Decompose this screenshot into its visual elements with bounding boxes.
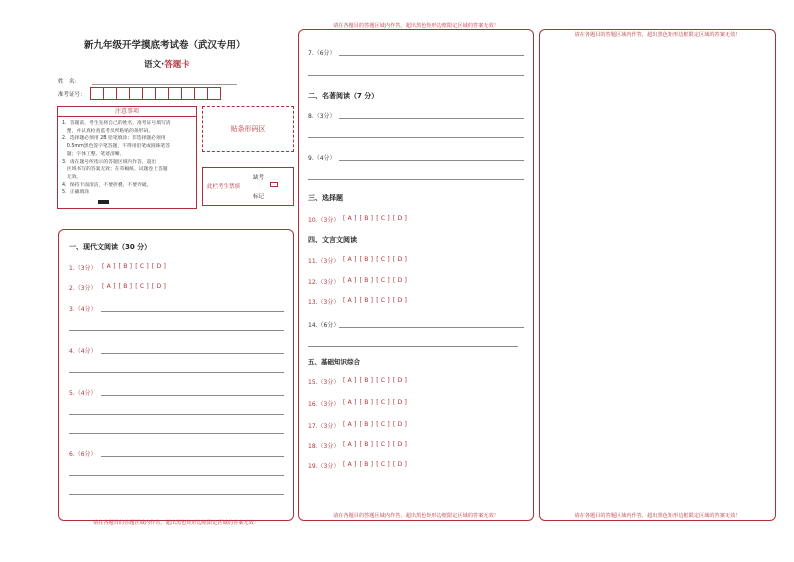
option-c[interactable]: [ C ] — [376, 277, 390, 284]
exam-title: 新九年级开学摸底考试卷（武汉专用） — [84, 40, 246, 51]
card-name: 答题卡 — [164, 60, 190, 70]
notice-list — [58, 117, 196, 200]
answer-line[interactable] — [101, 456, 284, 457]
answer-line[interactable] — [69, 433, 284, 434]
answer-line[interactable] — [101, 311, 284, 312]
q1-options[interactable] — [102, 263, 169, 270]
id-digit-box[interactable] — [142, 87, 156, 100]
option-b[interactable]: [ B ] — [359, 461, 374, 468]
subject-dot: · — [161, 60, 165, 70]
option-c[interactable]: [ C ] — [376, 297, 390, 304]
option-d[interactable]: [ D ] — [392, 461, 408, 468]
absent-left-label: 此栏考生禁填 — [207, 184, 241, 190]
notice-item: 1．答题前，考生先将自己的姓名，准考证号填写清 — [62, 121, 171, 126]
name-label: 姓 名： — [58, 79, 81, 85]
option-c[interactable]: [ C ] — [376, 441, 390, 448]
q10-options[interactable] — [343, 215, 410, 222]
q2-label: 2.（3分） — [69, 285, 97, 292]
option-b[interactable]: [ B ] — [359, 377, 374, 384]
notice-item: 无效。 — [62, 174, 82, 180]
section-2-title: 二、名著阅读（7 分） — [308, 92, 379, 100]
answer-line[interactable] — [308, 179, 524, 180]
option-c[interactable]: [ C ] — [376, 377, 390, 384]
notice-item: 5．正确填涂 — [62, 190, 90, 196]
option-d[interactable]: [ D ] — [392, 256, 408, 263]
option-b[interactable]: [ B ] — [359, 421, 374, 428]
q18-label: 18.（3分） — [308, 443, 340, 450]
absent-box — [202, 167, 294, 206]
option-b[interactable]: [ B ] — [359, 256, 374, 263]
option-a[interactable]: [ A ] — [343, 277, 357, 284]
notice-item: 楚，并认真检查监考员所粘贴的条形码。 — [62, 128, 154, 134]
option-b[interactable]: [ B ] — [359, 277, 374, 284]
warning-text-2-top: 请在各题目的答题区域内作答，超出黑色矩形边框限定区域的答案无效！ — [332, 23, 499, 29]
id-digit-box[interactable] — [181, 87, 195, 100]
option-a[interactable]: [ A ] — [343, 256, 357, 263]
warning-text-3-top: 请在各题目的答题区域内作答，超出黑色矩形边框限定区域的答案无效！ — [574, 32, 741, 38]
option-d[interactable]: [ D ] — [392, 399, 408, 406]
option-a[interactable]: [ A ] — [343, 421, 357, 428]
q19-options[interactable] — [343, 461, 410, 468]
q9-label: 9.（4分） — [308, 155, 336, 162]
q14-label: 14.（6分） — [308, 322, 340, 329]
q7-label: 7.（6分） — [308, 50, 336, 57]
id-digit-box[interactable] — [194, 87, 208, 100]
option-a[interactable]: [ A ] — [343, 215, 357, 222]
option-d[interactable]: [ D ] — [392, 421, 408, 428]
answer-panel-3[interactable] — [539, 29, 776, 521]
option-b[interactable]: [ B ] — [359, 297, 374, 304]
answer-panel-2 — [298, 29, 534, 521]
q3-label: 3.（4分） — [69, 306, 97, 313]
warning-text-1: 请在各题目的答题区域内作答，超出黑色矩形边框限定区域的答案无效！ — [92, 520, 259, 526]
option-d[interactable]: [ D ] — [392, 297, 408, 304]
section-4-title: 四、文言文阅读 — [308, 236, 357, 244]
subject-line — [144, 58, 190, 70]
answer-line[interactable] — [69, 494, 284, 495]
absent-bottom-label: 标记 — [253, 194, 265, 200]
warning-text-2-bottom: 请在各题目的答题区域内作答，超出黑色矩形边框限定区域的答案无效！ — [332, 513, 499, 519]
option-d[interactable]: [ D ] — [151, 263, 167, 270]
q12-label: 12.（3分） — [308, 279, 340, 286]
option-c[interactable]: [ C ] — [135, 263, 149, 270]
answer-line[interactable] — [308, 75, 524, 76]
option-d[interactable]: [ D ] — [392, 215, 408, 222]
id-number-boxes[interactable] — [90, 87, 220, 100]
answer-line[interactable] — [69, 414, 284, 415]
answer-panel-1 — [58, 229, 294, 521]
barcode-label: 贴条形码区 — [230, 125, 266, 133]
answer-line[interactable] — [308, 137, 524, 138]
answer-line[interactable] — [339, 55, 524, 56]
option-d[interactable]: [ D ] — [151, 283, 167, 290]
option-a[interactable]: [ A ] — [102, 283, 116, 290]
notice-item: 2．选择题必须用 2B 铅笔填涂；非选择题必须用 — [62, 136, 166, 142]
answer-line[interactable] — [101, 353, 284, 354]
q6-label: 6.（6分） — [69, 451, 97, 458]
q16-label: 16.（3分） — [308, 401, 340, 408]
q13-options[interactable] — [343, 297, 410, 304]
q18-options[interactable] — [343, 441, 410, 448]
section-1-title: 一、现代文阅读（30 分） — [69, 243, 152, 251]
option-b[interactable]: [ B ] — [359, 441, 374, 448]
q13-label: 13.（3分） — [308, 299, 340, 306]
q17-options[interactable] — [343, 421, 410, 428]
answer-line[interactable] — [308, 346, 518, 347]
id-digit-box[interactable] — [207, 87, 221, 100]
q16-options[interactable] — [343, 399, 410, 406]
option-b[interactable]: [ B ] — [118, 263, 133, 270]
option-c[interactable]: [ C ] — [376, 461, 390, 468]
notice-item: 题；字体工整、笔迹清晰。 — [62, 151, 125, 157]
section-3-title: 三、选择题 — [308, 194, 343, 202]
answer-line[interactable] — [101, 395, 284, 396]
notice-item: 4．保持卡面清洁，不要折叠、不要弄破。 — [62, 182, 152, 188]
option-a[interactable]: [ A ] — [343, 399, 357, 406]
option-b[interactable]: [ B ] — [118, 283, 133, 290]
notice-box — [57, 106, 197, 209]
option-a[interactable]: [ A ] — [102, 263, 116, 270]
q12-options[interactable] — [343, 277, 410, 284]
name-underline — [92, 84, 237, 85]
q11-label: 11.（3分） — [308, 258, 340, 265]
option-a[interactable]: [ A ] — [343, 441, 357, 448]
q10-label: 10.（3分） — [308, 217, 340, 224]
q5-label: 5.（4分） — [69, 390, 97, 397]
q17-label: 17.（3分） — [308, 423, 340, 430]
option-c[interactable]: [ C ] — [376, 215, 390, 222]
id-label: 准考证号： — [58, 92, 86, 98]
id-digit-box[interactable] — [168, 87, 182, 100]
id-digit-box[interactable] — [155, 87, 169, 100]
option-a[interactable]: [ A ] — [343, 297, 357, 304]
option-a[interactable]: [ A ] — [343, 461, 357, 468]
option-c[interactable]: [ C ] — [376, 256, 390, 263]
q15-options[interactable] — [343, 377, 410, 384]
id-digit-box[interactable] — [116, 87, 130, 100]
option-c[interactable]: [ C ] — [376, 421, 390, 428]
answer-line[interactable] — [339, 327, 524, 328]
option-c[interactable]: [ C ] — [135, 283, 149, 290]
q11-options[interactable] — [343, 256, 410, 263]
barcode-area — [202, 106, 294, 152]
option-d[interactable]: [ D ] — [392, 441, 408, 448]
q8-label: 8.（3分） — [308, 113, 336, 120]
notice-item: 区域书写的答案无效；在草稿纸、试题卷上答题 — [62, 167, 168, 173]
q1-label: 1.（3分） — [69, 265, 97, 272]
answer-line[interactable] — [69, 475, 284, 476]
correct-fill-sample — [98, 200, 109, 204]
answer-line[interactable] — [339, 160, 524, 161]
option-d[interactable]: [ D ] — [392, 277, 408, 284]
q4-label: 4.（4分） — [69, 348, 97, 355]
id-digit-box[interactable] — [90, 87, 104, 100]
notice-item: 3．请在题号所指示的答题区域内作答，超出 — [62, 159, 157, 165]
q15-label: 15.（3分） — [308, 379, 340, 386]
absent-checkbox[interactable] — [270, 182, 278, 187]
option-d[interactable]: [ D ] — [392, 377, 408, 384]
warning-text-3-bottom: 请在各题目的答题区域内作答，超出黑色矩形边框限定区域的答案无效！ — [574, 513, 741, 519]
option-b[interactable]: [ B ] — [359, 215, 374, 222]
q2-options[interactable] — [102, 283, 169, 290]
id-digit-box[interactable] — [129, 87, 143, 100]
section-5-title: 五、基础知识综合 — [308, 358, 360, 366]
q19-label: 19.（3分） — [308, 463, 340, 470]
option-a[interactable]: [ A ] — [343, 377, 357, 384]
answer-line[interactable] — [339, 118, 524, 119]
option-b[interactable]: [ B ] — [359, 399, 374, 406]
notice-item: 0.5mm黑色签字笔答题，不得用铅笔或圆珠笔答 — [62, 144, 171, 150]
answer-line[interactable] — [69, 372, 284, 373]
id-digit-box[interactable] — [103, 87, 117, 100]
notice-title: 注意事项 — [58, 107, 196, 117]
option-c[interactable]: [ C ] — [376, 399, 390, 406]
subject-label: 语文 — [144, 60, 162, 70]
answer-line[interactable] — [69, 330, 284, 331]
absent-top-label: 缺考 — [253, 175, 265, 181]
